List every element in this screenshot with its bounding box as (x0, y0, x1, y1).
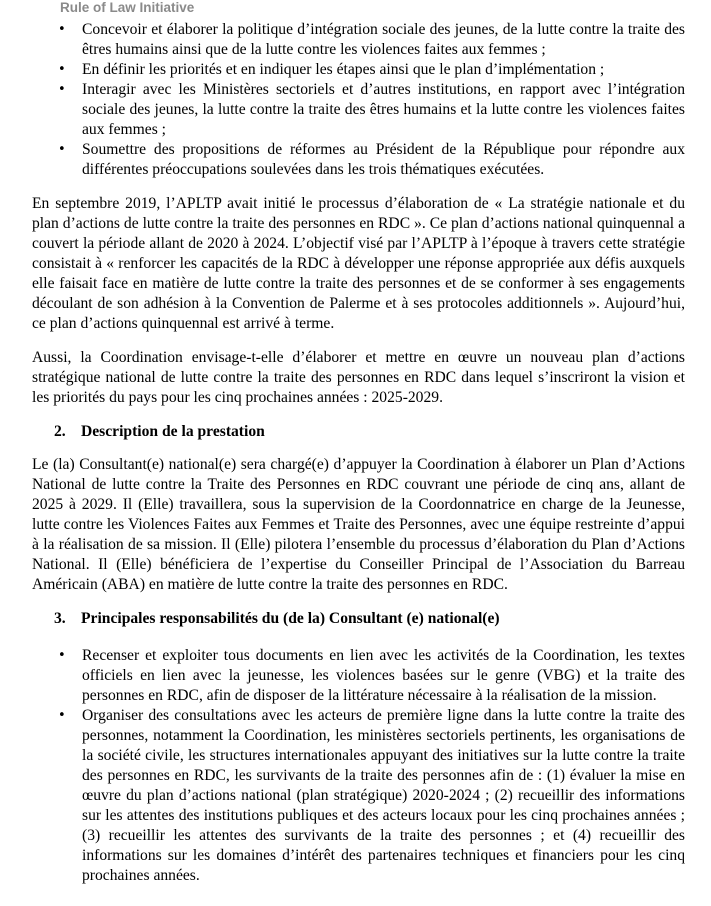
section-title: Principales responsabilités du (de la) Consultant (e) national(e) (81, 610, 500, 627)
list-item: • Interagir avec les Ministères sectoriels et d’autres institutions, en rapport avec l’intégration sociale des jeunes, la lutte contre la traite des êtres humains et la lutte contre les violences faites aux femmes ; (32, 80, 685, 140)
list-item: • Recenser et exploiter tous documents en lien avec les activités de la Coordination, les textes officiels en lien avec la jeunesse, les violences basées sur le genre (VBG) et la traite des personnes en RDC, afin de disposer de la littérature nécessaire à la réalisation de la mission. (32, 646, 685, 706)
list-item: • Soumettre des propositions de réformes au Président de la République pour répondre aux différentes préoccupations soulevées dans les trois thématiques exécutées. (32, 140, 685, 180)
document-body (32, 20, 685, 886)
intro-bullet-list (32, 20, 685, 180)
paragraph-new-plan: Aussi, la Coordination envisage-t-elle d’élaborer et mettre en œuvre un nouveau plan d’actions stratégique national de lutte contre la traite des personnes en RDC dans lequel s’inscriront la vision et les priorités du pays pour les cinq prochaines années : 2025-2029. (32, 349, 685, 406)
section-number: 2. (54, 423, 66, 440)
list-item: • En définir les priorités et en indiquer les étapes ainsi que le plan d’implémentation ; (32, 60, 685, 80)
section-title: Description de la prestation (81, 423, 265, 440)
section-2-body: Le (la) Consultant(e) national(e) sera chargé(e) d’appuyer la Coordination à élaborer un Plan d’Actions National de lutte contre la Traite des Personnes en RDC couvrant une période de cinq ans, allant de 2025 à 2029. Il (Elle) travaillera, sous la supervision de la Coordonnatrice en charge de la Jeunesse, lutte contre les Violences Faites aux Femmes et Traite des Personnes, avec une équipe restreinte d’appui à la réalisation de sa mission. Il (Elle) pilotera l’ensemble du processus d’élaboration du Plan d’Actions National. Il (Elle) bénéficiera de l’expertise du Conseiller Principal de l’Association du Barreau Américain (ABA) en matière de lutte contre la traite des personnes en RDC. (32, 456, 685, 593)
responsibilities-list (32, 646, 685, 886)
section-3-heading (32, 609, 685, 629)
header-org-name: Rule of Law Initiative (60, 0, 195, 15)
list-item: • Organiser des consultations avec les acteurs de première ligne dans la lutte contre la traite des personnes, notamment la Coordination, les ministères sectoriels pertinents, les organisations de la société civile, les structures internationales appuyant des initiatives sur la lutte contre la traite des personnes en RDC, les survivants de la traite des personnes afin de : (1) évaluer la mise en œuvre du plan d’actions national (plan stratégique) 2020-2024 ; (2) recueillir des informations sur les attentes des institutions publiques et des acteurs locaux pour les cinq prochaines années ; (3) recueillir les attentes des survivants de la traite des personnes ; et (4) recueillir des informations sur les domaines d’intérêt des partenaires techniques et financiers pour les cinq prochaines années. (32, 706, 685, 886)
paragraph-strategy-2019: En septembre 2019, l’APLTP avait initié le processus d’élaboration de « La stratégie nationale et du plan d’actions de lutte contre la traite des personnes en RDC ». Ce plan d’actions national quinquennal a couvert la période allant de 2020 à 2024. L’objectif visé par l’APLTP à l’époque à travers cette stratégie consistait à « renforcer les capacités de la RDC à développer une réponse appropriée aux défis auxquels elle faisait face en matière de lutte contre la traite des personnes et de se conformer à ses engagements découlant de son adhésion à la Convention de Palerme et à ses protocoles additionnels ». Aujourd’hui, ce plan d’actions quinquennal est arrivé à terme. (32, 195, 685, 332)
section-number: 3. (54, 610, 66, 627)
section-2-heading (32, 422, 685, 442)
list-item: • Concevoir et élaborer la politique d’intégration sociale des jeunes, de la lutte contre la traite des êtres humains ainsi que de la lutte contre les violences faites aux femmes ; (32, 20, 685, 60)
